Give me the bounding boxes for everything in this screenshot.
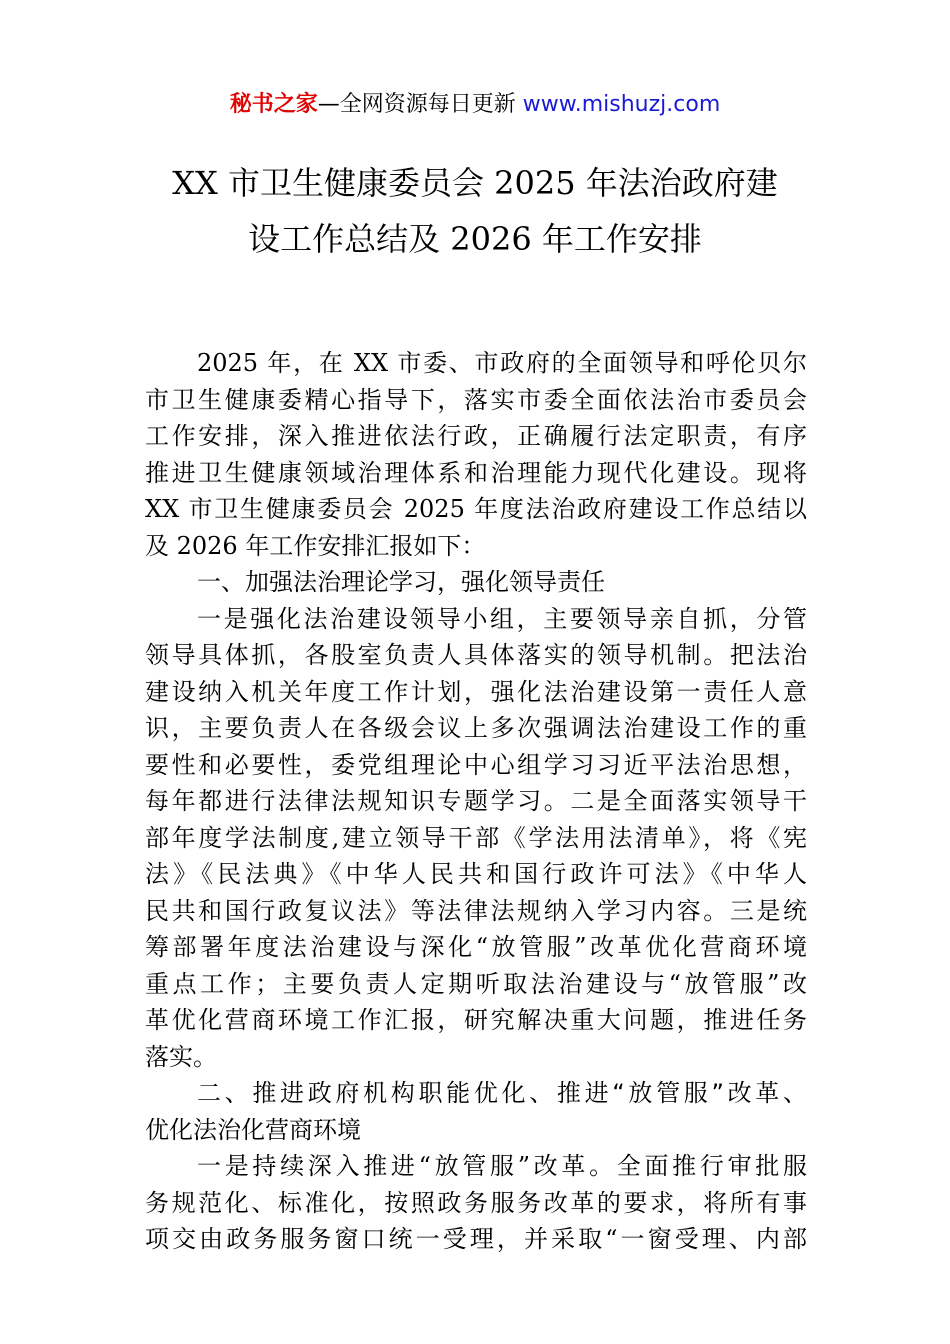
site-brand: 秘书之家 — [229, 92, 318, 117]
body-line: 建设纳入机关年度工作计划，强化法治建设第一责任人意 — [145, 677, 807, 706]
title-line-1: XX 市卫生健康委员会 2025 年法治政府建 — [172, 164, 778, 202]
body-line: 推进卫生健康领域治理体系和治理能力现代化建设。现将 — [145, 458, 807, 487]
body-line: 革优化营商环境工作汇报，研究解决重大问题，推进任务 — [145, 1006, 807, 1034]
document-title — [130, 155, 820, 267]
body-line: 一是强化法治建设领导小组，主要领导亲自抓，分管 — [197, 604, 807, 633]
section-heading-2: 二、推进政府机构职能优化、推进“放管服”改革、 — [197, 1079, 807, 1107]
body-line: 重点工作；主要负责人定期听取法治建设与“放管服”改 — [145, 969, 807, 998]
body-line: 领导具体抓，各股室负责人具体落实的领导机制。把法治 — [145, 641, 807, 669]
site-tagline: —全网资源每日更新 — [317, 92, 523, 117]
body-line: 一是持续深入推进“放管服”改革。全面推行审批服 — [197, 1152, 807, 1180]
body-line: 工作安排，深入推进依法行政，正确履行法定职责，有序 — [145, 422, 807, 450]
section-heading-2-cont: 优化法治化营商环境 — [145, 1115, 361, 1144]
body-line: 法》《民法典》《中华人民共和国行政许可法》《中华人 — [145, 860, 807, 888]
title-line-2: 设工作总结及 2026 年工作安排 — [248, 220, 702, 258]
body-line: XX 市卫生健康委员会 2025 年度法治政府建设工作总结以 — [145, 495, 807, 523]
body-line: 落实。 — [145, 1042, 217, 1071]
body-line: 筹部署年度法治建设与深化“放管服”改革优化营商环境 — [145, 933, 807, 961]
body-line: 每年都进行法律法规知识专题学习。二是全面落实领导干 — [145, 787, 807, 815]
body-line: 市卫生健康委精心指导下，落实市委全面依法治市委员会 — [145, 385, 807, 414]
body-line: 务规范化、标准化，按照政务服务改革的要求，将所有事 — [145, 1188, 807, 1217]
section-heading-1: 一、加强法治理论学习，强化领导责任 — [197, 568, 605, 596]
body-line: 识，主要负责人在各级会议上多次强调法治建设工作的重 — [145, 714, 807, 742]
body-line: 民共和国行政复议法》等法律法规纳入学习内容。三是统 — [145, 896, 807, 925]
body-line: 2025 年，在 XX 市委、市政府的全面领导和呼伦贝尔 — [197, 349, 807, 377]
site-url[interactable]: www.mishuzj.com — [522, 92, 721, 117]
body-line: 项交由政务服务窗口统一受理，并采取“一窗受理、内部 — [145, 1225, 807, 1253]
site-banner — [0, 88, 950, 122]
document-body — [145, 345, 807, 1258]
body-line: 要性和必要性，委党组理论中心组学习习近平法治思想， — [145, 750, 807, 779]
body-line: 及 2026 年工作安排汇报如下： — [145, 531, 486, 560]
body-line: 部年度学法制度,建立领导干部《学法用法清单》，将《宪 — [145, 823, 807, 852]
